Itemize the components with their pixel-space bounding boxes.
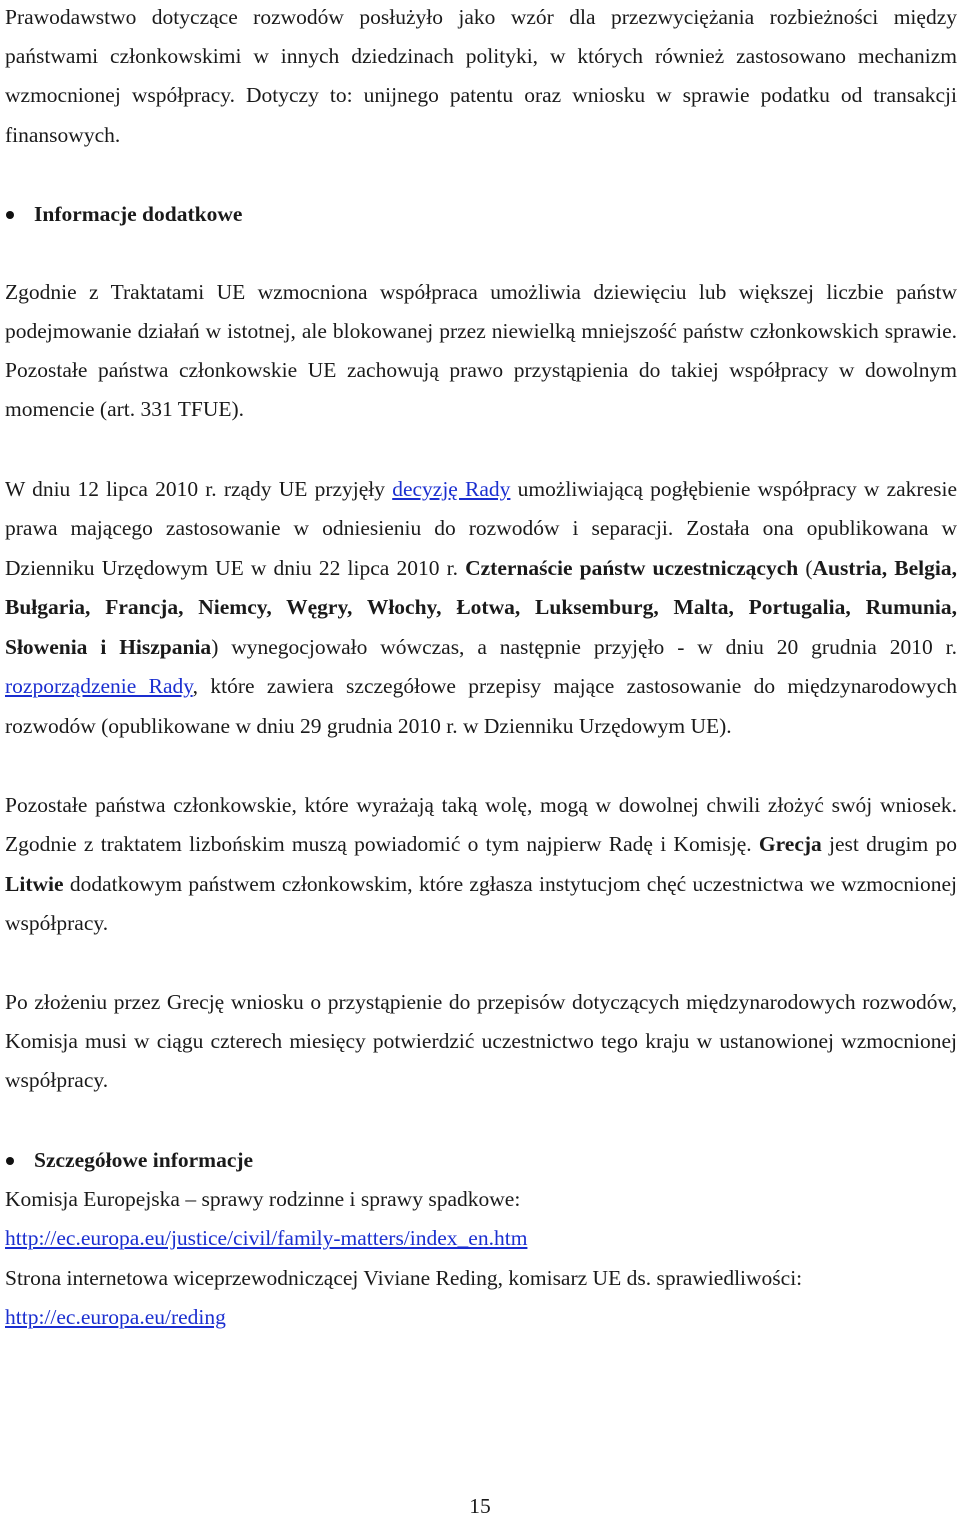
section-heading-additional-info xyxy=(5,195,957,234)
family-matters-url-link[interactable]: http://ec.europa.eu/justice/civil/family-matters/index_en.htm xyxy=(5,1226,528,1251)
text-run: ( xyxy=(798,555,813,580)
bold-text: Grecja xyxy=(758,832,822,857)
bold-text: Litwie xyxy=(5,871,64,896)
details-link-line-1 xyxy=(5,1219,957,1259)
bold-text: Czternaście państw uczestniczących xyxy=(465,555,799,580)
participating-countries-list: Austria, Belgia, Bułgaria, Francja, Niemcy, Węgry, Włochy, Łotwa, Luksemburg, Malta, Portugalia, Rumunia, Słowenia i Hiszpania xyxy=(5,555,957,659)
text-run: jest drugim po xyxy=(821,832,957,857)
text-run: , które zawiera szczegółowe przepisy mające zastosowanie do międzynarodowych rozwodów (opublikowane w dniu 29 grudnia 2010 r. w Dzienniku Urzędowym UE). xyxy=(5,674,957,738)
bullet-icon xyxy=(6,211,14,219)
text-run: umożliwiającą pogłębienie współpracy w zakresie prawa mającego zastosowanie w odniesieniu do rozwodów i separacji. Została ona opublikowana w Dzienniku Urzędowym UE w dniu 22 lipca 2010 r. xyxy=(5,476,958,580)
council-regulation-link[interactable]: rozporządzenie Rady xyxy=(5,674,193,699)
reding-url-link[interactable]: http://ec.europa.eu/reding xyxy=(5,1305,226,1330)
council-decision-link[interactable]: decyzję Rady xyxy=(392,476,511,501)
details-line-reding: Strona internetowa wiceprzewodniczącej Viviane Reding, komisarz UE ds. sprawiedliwości: xyxy=(5,1265,803,1290)
document-page xyxy=(5,0,957,1338)
text-run: W dniu 12 lipca 2010 r. rządy UE przyjęły xyxy=(5,476,393,501)
paragraph-other-states xyxy=(5,786,957,943)
section-heading-text: Informacje dodatkowe xyxy=(34,201,243,226)
paragraph-treaties: Zgodnie z Traktatami UE wzmocniona współpraca umożliwia dziewięciu lub większej liczbie państw podejmowanie działań w istotnej, ale blokowanej przez niewielką mniejszość państw członkowskich sprawie. Pozostałe państwa członkowskie UE zachowują prawo przystąpienia do takiej współpracy w dowolnym momencie (art. 331 TFUE). xyxy=(5,279,957,422)
details-link-line-2 xyxy=(5,1298,957,1338)
section-heading-text: Szczegółowe informacje xyxy=(34,1147,254,1172)
paragraph-council-decision xyxy=(5,470,957,747)
text-run: Pozostałe państwa członkowskie, które wyrażają taką wolę, mogą w dowolnej chwili złożyć swój wniosek. Zgodnie z traktatem lizbońskim muszą powiadomić o tym najpierw Radę i Komisję. xyxy=(5,793,957,857)
text-run: ) wynegocjowało wówczas, a następnie przyjęło - w dniu 20 grudnia 2010 r. xyxy=(211,634,957,659)
page-number: 15 xyxy=(469,1494,491,1518)
intro-paragraph: Prawodawstwo dotyczące rozwodów posłużyło jako wzór dla przezwyciężania rozbieżności między państwami członkowskimi w innych dziedzinach polityki, w których również zastosowano mechanizm wzmocnionej współpracy. Dotyczy to: unijnego patentu oraz wniosku w sprawie podatku od transakcji finansowych. xyxy=(5,5,957,147)
section-heading-details xyxy=(5,1141,957,1180)
paragraph-greece-request: Po złożeniu przez Grecję wniosku o przystąpienie do przepisów dotyczących międzynarodowych rozwodów, Komisja musi w ciągu czterech miesięcy potwierdzić uczestnictwo tego kraju w ustanowionej wzmocnionej współpracy. xyxy=(5,989,957,1093)
details-line-commission: Komisja Europejska – sprawy rodzinne i sprawy spadkowe: xyxy=(5,1186,521,1211)
bullet-icon xyxy=(6,1157,14,1165)
text-run: dodatkowym państwem członkowskim, które zgłasza instytucjom chęć uczestnictwa we wzmocnionej współpracy. xyxy=(5,871,957,935)
